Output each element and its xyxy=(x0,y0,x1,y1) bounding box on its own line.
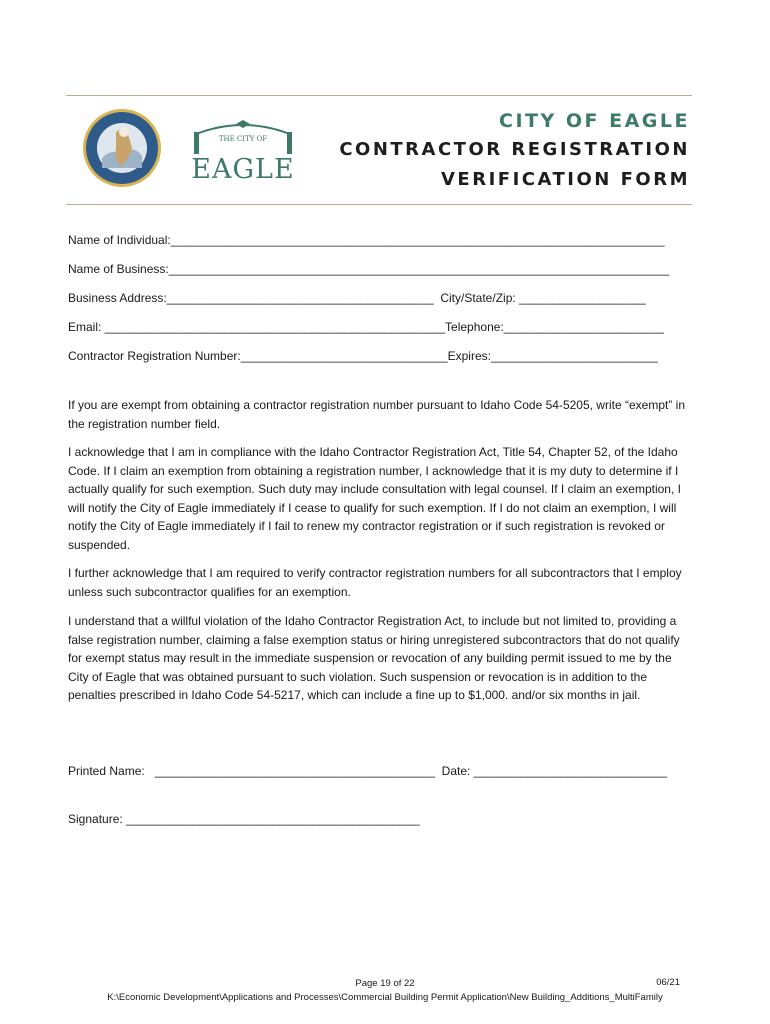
field-printed-name-date[interactable]: Printed Name: __________________________________________ Date: _____________________________ xyxy=(68,764,668,778)
field-registration-number[interactable]: Contractor Registration Number:_______________________________Expires:_________________________ xyxy=(68,349,658,363)
field-signature[interactable]: Signature: ____________________________________________ xyxy=(68,812,420,826)
city-logo-big-text: EAGLE xyxy=(191,154,295,184)
paragraph-subcontractors: I further acknowledge that I am required to verify contractor registration numbers for all subcontractors that I employ unless such subcontractor qualifies for an exemption. xyxy=(68,566,682,599)
page-number: Page 19 of 22 xyxy=(355,978,415,989)
paragraph-exempt: If you are exempt from obtaining a contractor registration number pursuant to Idaho Code 54-5205, write “exempt” in the registration number field. xyxy=(68,398,685,431)
field-name-of-individual[interactable]: Name of Individual:__________________________________________________________________________ xyxy=(68,233,665,247)
field-business-address[interactable]: Business Address:________________________________________ City/State/Zip: ___________________ xyxy=(68,291,646,305)
city-of-eagle-logo xyxy=(190,120,296,184)
paragraph-violation: I understand that a willful violation of the Idaho Contractor Registration Act, to include but not limited to, providing a false registration number, claiming a false exemption status or hiring unregistered subcontractors that do not qualify for exempt status may result in the immediate suspension or revocation of any building permit issued to me by the City of Eagle that was obtained pursuant to such violation. Such suspension or revocation is in addition to the penalties prescribed in Idaho Code 54-5217, which can include a fine up to $1,000. and/or six months in jail. xyxy=(68,614,680,703)
header-city: CITY OF EAGLE xyxy=(499,110,690,132)
city-seal-logo xyxy=(82,108,162,188)
field-name-of-business[interactable]: Name of Business:___________________________________________________________________________ xyxy=(68,262,670,276)
field-email-telephone[interactable]: Email: ___________________________________________________Telephone:________________________ xyxy=(68,320,664,334)
header-bottom-rule xyxy=(66,204,692,205)
paragraph-acknowledge: I acknowledge that I am in compliance with the Idaho Contractor Registration Act, Title 54, Chapter 52, of the Idaho Code. If I claim an exemption from obtaining a registration number, I acknowledge that it is my duty to determine if I actually qualify for such exemption. Such duty may include consultation with legal counsel. If I claim an exemption, I will notify the City of Eagle immediately if I cease to qualify for such exemption. If I do not claim an exemption, I will notify the City of Eagle immediately if I fail to renew my contractor registration or if such registration is revoked or suspended. xyxy=(68,445,681,552)
header-top-rule xyxy=(66,95,692,96)
city-logo-small-text: THE CITY OF xyxy=(218,135,268,143)
file-path: K:\Economic Development\Applications and Processes\Commercial Building Permit Application\New Building_Additions_MultiFamily xyxy=(107,992,663,1003)
header-title-2: VERIFICATION FORM xyxy=(441,169,690,190)
revision-date: 06/21 xyxy=(656,977,680,988)
header-title-1: CONTRACTOR REGISTRATION xyxy=(339,139,690,160)
